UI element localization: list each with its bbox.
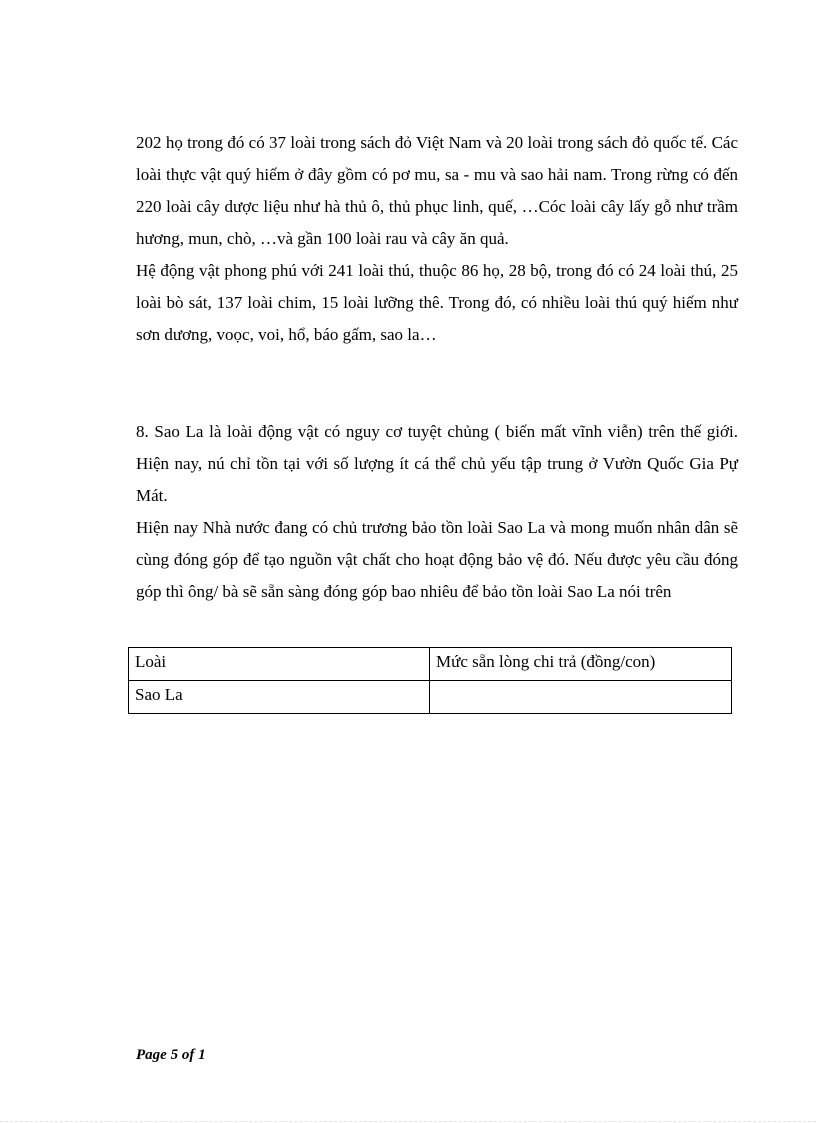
header-cell-willingness: Mức sẵn lòng chi trả (đồng/con) <box>430 648 732 681</box>
page-bottom-divider <box>0 1121 816 1122</box>
cell-amount-answer[interactable] <box>430 681 732 714</box>
header-cell-species: Loài <box>129 648 430 681</box>
paragraph-flora: 202 họ trong đó có 37 loài trong sách đỏ Việt Nam và 20 loài trong sách đỏ quốc tế. Các loài thực vật quý hiếm ở đây gồm có pơ mu, sa - mu và sao hải nam. Trong rừng có đến 220 loài cây dược liệu như hà thủ ô, thủ phục linh, quế, …Cóc loài cây lấy gỗ như trầm hương, mun, chò, …và gần 100 loài rau và cây ăn quả. <box>136 133 738 248</box>
table-header-row <box>129 648 732 681</box>
paragraph-fauna: Hệ động vật phong phú với 241 loài thú, thuộc 86 họ, 28 bộ, trong đó có 24 loài thú, 25 loài bò sát, 137 loài chim, 15 loài lưỡng thê. Trong đó, có nhiều loài thú quý hiếm như sơn dương, voọc, voi, hổ, báo gấm, sao la… <box>136 261 738 344</box>
paragraph-question-intro: 8. Sao La là loài động vật có nguy cơ tuyệt chủng ( biến mất vĩnh viễn) trên thế giới. Hiện nay, nú chỉ tồn tại với số lượng ít cá thể chủ yếu tập trung ở Vườn Quốc Gia Pự Mát. <box>136 422 738 505</box>
table-row <box>129 681 732 714</box>
cell-species-name: Sao La <box>129 681 430 714</box>
text-block-question-8 <box>136 416 738 608</box>
text-block-flora-fauna <box>136 127 738 351</box>
paragraph-question-prompt: Hiện nay Nhà nước đang có chủ trương bảo tồn loài Sao La và mong muốn nhân dân sẽ cùng đóng góp để tạo nguồn vật chất cho hoạt động bảo vệ đó. Nếu được yêu cầu đóng góp thì ông/ bà sẽ sẵn sàng đóng góp bao nhiêu để bảo tồn loài Sao La nói trên <box>136 518 738 601</box>
willingness-to-pay-table <box>128 647 732 714</box>
page-number-footer: Page 5 of 1 <box>136 1047 206 1063</box>
